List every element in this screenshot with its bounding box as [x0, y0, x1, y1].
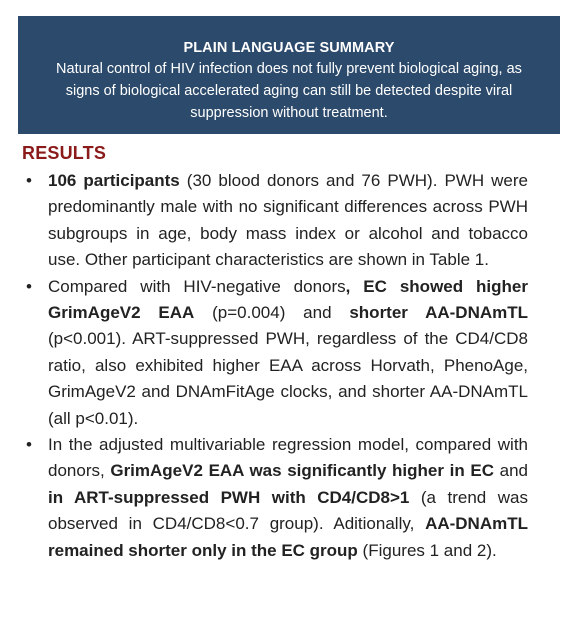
figures-reference: (Figures 1 and 2).	[357, 540, 497, 560]
dnamtl-ec-finding: AA-DNAmTL remained shorter only in the EC group	[48, 514, 528, 560]
dnamtl-finding: shorter AA-DNAmTL	[349, 303, 529, 323]
comparison-detail: (p<0.001). ART-suppressed PWH, regardless of the CD4/CD8 ratio, also exhibited higher EAA across Horvath, PhenoAge, GrimAgeV2 and DNAmFitAge clocks, and shorter AA-DNAmTL (all p<0.01).	[48, 329, 528, 428]
regression-trend: (a trend was observed in CD4/CD8<0.7 group). Aditionally,	[48, 487, 528, 534]
results-bullet-regression	[22, 432, 528, 564]
grimage-ec-finding: GrimAgeV2 EAA was significantly higher in EC	[110, 461, 494, 481]
summary-title: PLAIN LANGUAGE SUMMARY	[183, 40, 395, 56]
ec-grimage-finding: , EC showed higher GrimAgeV2 EAA	[48, 276, 528, 323]
regression-intro: In the adjusted multivariable regression model, compared with donors,	[48, 435, 528, 481]
bullet-marker: •	[26, 276, 32, 296]
art-suppressed-finding: in ART-suppressed PWH with CD4/CD8>1	[48, 487, 410, 507]
results-heading: RESULTS	[22, 143, 107, 163]
plain-language-summary-box	[18, 16, 560, 134]
bullet-marker: •	[26, 171, 32, 190]
comparison-pvalue: (p=0.004) and	[194, 303, 350, 323]
participants-text: (30 blood donors and 76 PWH). PWH were predominantly male with no significant differences across PWH subgroups in age, body mass index or alcohol and tobacco use. Other participant characteristics are shown in Table 1.	[48, 171, 528, 270]
results-bullet-participants	[22, 168, 528, 274]
results-list	[22, 168, 528, 564]
summary-text: Natural control of HIV infection does not fully prevent biological aging, as signs of biological accelerated aging can still be detected despite viral suppression without treatment.	[56, 61, 522, 121]
participants-count: 106 participants	[48, 171, 180, 190]
bullet-marker: •	[26, 435, 32, 455]
regression-and: and	[493, 461, 528, 481]
comparison-intro: Compared with HIV-negative donors	[48, 276, 346, 296]
results-bullet-comparison	[22, 274, 528, 432]
